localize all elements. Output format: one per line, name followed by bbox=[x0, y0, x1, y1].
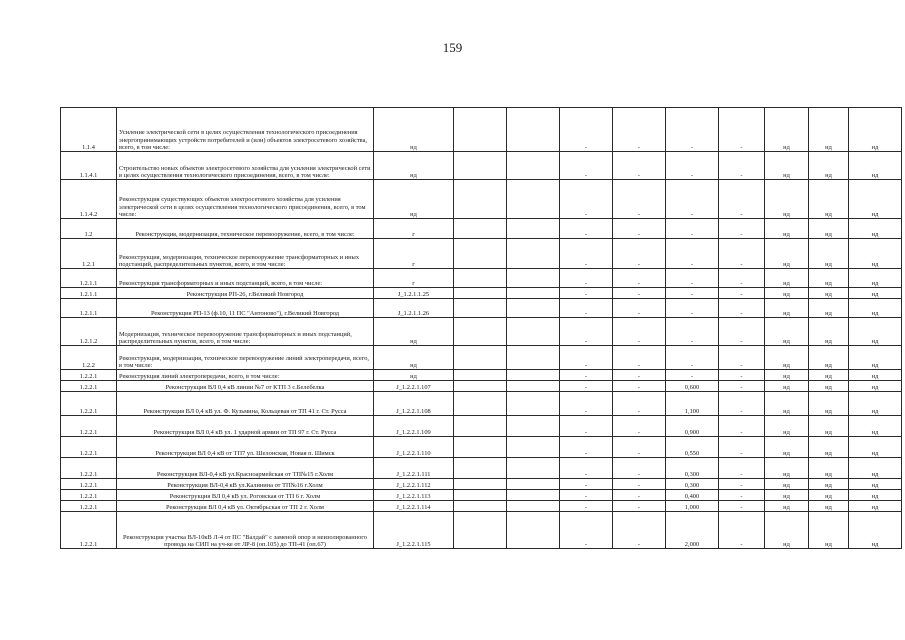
row-value-4: - bbox=[613, 458, 666, 479]
row-value-4: - bbox=[613, 512, 666, 549]
table-row bbox=[61, 416, 902, 437]
row-code: г bbox=[374, 239, 454, 269]
row-nd-3: нд bbox=[849, 180, 902, 219]
row-number: 1.1.4 bbox=[61, 108, 117, 152]
row-nd-2: нд bbox=[809, 512, 849, 549]
row-value-4: - bbox=[613, 180, 666, 219]
row-value-6: - bbox=[719, 288, 765, 299]
row-value-6: - bbox=[719, 269, 765, 288]
row-nd-1: нд bbox=[765, 381, 809, 392]
table-row bbox=[61, 346, 902, 370]
row-code: нд bbox=[374, 346, 454, 370]
row-number: 1.2.2.1 bbox=[61, 370, 117, 381]
table-row bbox=[61, 437, 902, 458]
row-code: г bbox=[374, 269, 454, 288]
row-nd-1: нд bbox=[765, 458, 809, 479]
row-value-2 bbox=[507, 288, 560, 299]
row-value-6: - bbox=[719, 370, 765, 381]
row-value-1 bbox=[454, 458, 507, 479]
row-value-2 bbox=[507, 269, 560, 288]
table-row bbox=[61, 370, 902, 381]
row-value-2 bbox=[507, 152, 560, 180]
row-value-1 bbox=[454, 437, 507, 458]
row-nd-3: нд bbox=[849, 370, 902, 381]
row-value-4: - bbox=[613, 346, 666, 370]
row-value-3: - bbox=[560, 108, 613, 152]
row-nd-2: нд bbox=[809, 180, 849, 219]
row-value-4: - bbox=[613, 299, 666, 318]
row-value-5: 0,300 bbox=[666, 458, 719, 479]
row-value-2 bbox=[507, 392, 560, 416]
row-value-5: 2,000 bbox=[666, 512, 719, 549]
table-row bbox=[61, 479, 902, 490]
row-nd-3: нд bbox=[849, 346, 902, 370]
row-value-1 bbox=[454, 152, 507, 180]
row-value-5: - bbox=[666, 318, 719, 346]
table-row bbox=[61, 239, 902, 269]
row-value-3: - bbox=[560, 318, 613, 346]
table-row bbox=[61, 501, 902, 512]
row-name: Реконструкция, модернизация, техническое перевооружение, всего, в том числе: bbox=[117, 219, 374, 239]
row-value-2 bbox=[507, 318, 560, 346]
row-value-4: - bbox=[613, 479, 666, 490]
row-value-2 bbox=[507, 512, 560, 549]
row-name: Реконструкция ВЛ-0,4 кВ ул.Калинина от ТП№16 г.Холм bbox=[117, 479, 374, 490]
row-value-2 bbox=[507, 458, 560, 479]
row-nd-1: нд bbox=[765, 299, 809, 318]
row-nd-3: нд bbox=[849, 269, 902, 288]
row-nd-1: нд bbox=[765, 512, 809, 549]
row-value-3: - bbox=[560, 180, 613, 219]
row-value-4: - bbox=[613, 370, 666, 381]
row-value-1 bbox=[454, 416, 507, 437]
row-value-4: - bbox=[613, 239, 666, 269]
row-value-3: - bbox=[560, 381, 613, 392]
row-value-1 bbox=[454, 239, 507, 269]
row-value-6: - bbox=[719, 219, 765, 239]
row-nd-1: нд bbox=[765, 490, 809, 501]
row-number: 1.2.1.1 bbox=[61, 269, 117, 288]
row-nd-3: нд bbox=[849, 239, 902, 269]
row-value-5: - bbox=[666, 152, 719, 180]
row-code: J_1.2.2.1.111 bbox=[374, 458, 454, 479]
row-value-5: 0,600 bbox=[666, 381, 719, 392]
table-row bbox=[61, 180, 902, 219]
row-nd-1: нд bbox=[765, 219, 809, 239]
row-nd-2: нд bbox=[809, 501, 849, 512]
row-value-5: 0,400 bbox=[666, 490, 719, 501]
row-code: J_1.2.2.1.110 bbox=[374, 437, 454, 458]
row-nd-2: нд bbox=[809, 239, 849, 269]
row-nd-2: нд bbox=[809, 152, 849, 180]
row-nd-3: нд bbox=[849, 458, 902, 479]
row-code: г bbox=[374, 219, 454, 239]
row-nd-2: нд bbox=[809, 416, 849, 437]
row-code: J_1.2.2.1.112 bbox=[374, 479, 454, 490]
row-number: 1.2.2 bbox=[61, 346, 117, 370]
row-value-6: - bbox=[719, 318, 765, 346]
row-value-6: - bbox=[719, 180, 765, 219]
row-nd-2: нд bbox=[809, 108, 849, 152]
row-nd-1: нд bbox=[765, 239, 809, 269]
row-value-1 bbox=[454, 299, 507, 318]
row-nd-3: нд bbox=[849, 152, 902, 180]
row-name: Реконструкция ВЛ 0,4 кВ ул. Роговская от ТП 6 г. Холм bbox=[117, 490, 374, 501]
row-code: J_1.2.2.1.109 bbox=[374, 416, 454, 437]
row-name: Реконструкция ВЛ 0,4 кВ ул. Ф. Кузьмина, Кольцевая от ТП 41 г. Ст. Русса bbox=[117, 392, 374, 416]
row-value-3: - bbox=[560, 346, 613, 370]
row-nd-2: нд bbox=[809, 346, 849, 370]
row-value-4: - bbox=[613, 490, 666, 501]
row-value-1 bbox=[454, 269, 507, 288]
row-value-3: - bbox=[560, 512, 613, 549]
row-nd-2: нд bbox=[809, 299, 849, 318]
row-code: J_1.2.2.1.108 bbox=[374, 392, 454, 416]
row-number: 1.2.2.1 bbox=[61, 416, 117, 437]
row-value-3: - bbox=[560, 239, 613, 269]
row-value-5: - bbox=[666, 219, 719, 239]
row-number: 1.2.1.2 bbox=[61, 318, 117, 346]
row-nd-3: нд bbox=[849, 479, 902, 490]
row-nd-3: нд bbox=[849, 416, 902, 437]
row-value-4: - bbox=[613, 437, 666, 458]
page-number: 159 bbox=[442, 40, 463, 55]
row-value-3: - bbox=[560, 219, 613, 239]
row-value-2 bbox=[507, 490, 560, 501]
row-nd-2: нд bbox=[809, 318, 849, 346]
row-name: Строительство новых объектов электросетевого хозяйства для усиления электрической сети в целях осуществления технологического присоединения, всего, в том числе: bbox=[117, 152, 374, 180]
row-code: J_1.2.1.1.25 bbox=[374, 288, 454, 299]
row-nd-3: нд bbox=[849, 501, 902, 512]
row-value-6: - bbox=[719, 416, 765, 437]
row-code: J_1.2.2.1.114 bbox=[374, 501, 454, 512]
row-value-4: - bbox=[613, 381, 666, 392]
row-nd-1: нд bbox=[765, 288, 809, 299]
row-nd-2: нд bbox=[809, 458, 849, 479]
table-row bbox=[61, 269, 902, 288]
row-number: 1.2.2.1 bbox=[61, 437, 117, 458]
row-nd-2: нд bbox=[809, 370, 849, 381]
row-code: J_1.2.2.1.107 bbox=[374, 381, 454, 392]
row-value-3: - bbox=[560, 299, 613, 318]
row-name: Реконструкция ВЛ 0,4 кВ линии №7 от КТП 3 с.Белебелка bbox=[117, 381, 374, 392]
row-value-1 bbox=[454, 501, 507, 512]
row-name: Реконструкция участка ВЛ-10кВ Л-4 от ПС "Валдай" с заменой опор и неизолированного провода на СИП на уч-ке от ЛР-8 (оп.105) до ТП-41 (оп.67) bbox=[117, 512, 374, 549]
row-value-1 bbox=[454, 108, 507, 152]
row-value-4: - bbox=[613, 416, 666, 437]
row-nd-2: нд bbox=[809, 288, 849, 299]
row-value-5: - bbox=[666, 108, 719, 152]
row-value-1 bbox=[454, 479, 507, 490]
row-nd-1: нд bbox=[765, 392, 809, 416]
row-value-4: - bbox=[613, 152, 666, 180]
row-value-2 bbox=[507, 501, 560, 512]
row-nd-1: нд bbox=[765, 479, 809, 490]
row-value-6: - bbox=[719, 392, 765, 416]
row-code: нд bbox=[374, 318, 454, 346]
table-row bbox=[61, 152, 902, 180]
row-nd-3: нд bbox=[849, 288, 902, 299]
row-nd-1: нд bbox=[765, 501, 809, 512]
table-row bbox=[61, 108, 902, 152]
row-name: Реконструкция ВЛ-0,4 кВ ул.Красноармейская от ТП№15 г.Холм bbox=[117, 458, 374, 479]
row-name: Реконструкция линий электропередачи, всего, в том числе: bbox=[117, 370, 374, 381]
row-value-3: - bbox=[560, 479, 613, 490]
row-number: 1.2.1.1 bbox=[61, 288, 117, 299]
table-row bbox=[61, 299, 902, 318]
row-value-2 bbox=[507, 239, 560, 269]
row-value-5: - bbox=[666, 269, 719, 288]
row-value-3: - bbox=[560, 370, 613, 381]
row-value-3: - bbox=[560, 416, 613, 437]
row-nd-3: нд bbox=[849, 381, 902, 392]
row-value-4: - bbox=[613, 219, 666, 239]
row-value-3: - bbox=[560, 392, 613, 416]
row-value-6: - bbox=[719, 512, 765, 549]
row-value-3: - bbox=[560, 152, 613, 180]
row-value-2 bbox=[507, 108, 560, 152]
row-value-5: - bbox=[666, 288, 719, 299]
row-name: Реконструкция трансформаторных и иных подстанций, всего, в том числе: bbox=[117, 269, 374, 288]
row-nd-1: нд bbox=[765, 346, 809, 370]
row-number: 1.2.2.1 bbox=[61, 512, 117, 549]
row-value-1 bbox=[454, 512, 507, 549]
row-value-1 bbox=[454, 180, 507, 219]
row-value-2 bbox=[507, 437, 560, 458]
row-value-1 bbox=[454, 370, 507, 381]
row-number: 1.1.4.1 bbox=[61, 152, 117, 180]
row-value-2 bbox=[507, 219, 560, 239]
table-row bbox=[61, 219, 902, 239]
row-nd-3: нд bbox=[849, 512, 902, 549]
row-nd-1: нд bbox=[765, 416, 809, 437]
row-value-1 bbox=[454, 381, 507, 392]
row-number: 1.2.2.1 bbox=[61, 381, 117, 392]
row-value-4: - bbox=[613, 392, 666, 416]
row-value-5: - bbox=[666, 370, 719, 381]
table-row bbox=[61, 512, 902, 549]
table-row bbox=[61, 458, 902, 479]
row-number: 1.2.2.1 bbox=[61, 501, 117, 512]
row-value-6: - bbox=[719, 152, 765, 180]
row-name: Модернизация, техническое перевооружение трансформаторных и иных подстанций, распределительных пунктов, всего, в том числе: bbox=[117, 318, 374, 346]
row-value-6: - bbox=[719, 381, 765, 392]
row-nd-1: нд bbox=[765, 108, 809, 152]
row-value-6: - bbox=[719, 108, 765, 152]
row-nd-3: нд bbox=[849, 108, 902, 152]
investment-program-table bbox=[60, 107, 902, 549]
row-nd-3: нд bbox=[849, 437, 902, 458]
row-value-3: - bbox=[560, 437, 613, 458]
row-value-4: - bbox=[613, 501, 666, 512]
row-number: 1.2.2.1 bbox=[61, 479, 117, 490]
row-nd-3: нд bbox=[849, 490, 902, 501]
row-value-5: - bbox=[666, 239, 719, 269]
row-name: Реконструкция, модернизация, техническое перевооружение трансформаторных и иных подстанций, распределительных пунктов, всего, в том числе: bbox=[117, 239, 374, 269]
row-value-3: - bbox=[560, 490, 613, 501]
table-row bbox=[61, 490, 902, 501]
row-value-2 bbox=[507, 381, 560, 392]
row-nd-2: нд bbox=[809, 437, 849, 458]
row-name: Реконструкция РП-26, г.Великий Новгород bbox=[117, 288, 374, 299]
row-code: J_1.2.1.1.26 bbox=[374, 299, 454, 318]
row-value-6: - bbox=[719, 437, 765, 458]
row-value-5: 1,100 bbox=[666, 392, 719, 416]
row-nd-3: нд bbox=[849, 392, 902, 416]
row-value-5: 0,300 bbox=[666, 479, 719, 490]
row-number: 1.2.2.1 bbox=[61, 392, 117, 416]
row-name: Реконструкция, модернизация, техническое перевооружение линий электропередачи, всего, в том числе: bbox=[117, 346, 374, 370]
row-value-6: - bbox=[719, 299, 765, 318]
row-code: нд bbox=[374, 108, 454, 152]
row-nd-1: нд bbox=[765, 318, 809, 346]
table-body bbox=[61, 108, 902, 549]
row-nd-2: нд bbox=[809, 219, 849, 239]
row-code: нд bbox=[374, 152, 454, 180]
row-name: Реконструкция ВЛ 0,4 кВ ул. Октябрьская от ТП 2 г. Холм bbox=[117, 501, 374, 512]
row-value-4: - bbox=[613, 288, 666, 299]
row-name: Усиление электрической сети в целях осуществления технологического присоединения энергопринимающих устройств потребителей и (или) объектов электросетевого хозяйства, всего, в том числе: bbox=[117, 108, 374, 152]
row-value-5: - bbox=[666, 346, 719, 370]
table-row bbox=[61, 288, 902, 299]
row-nd-3: нд bbox=[849, 318, 902, 346]
row-nd-2: нд bbox=[809, 269, 849, 288]
row-value-5: 0,900 bbox=[666, 416, 719, 437]
row-code: нд bbox=[374, 370, 454, 381]
row-value-3: - bbox=[560, 458, 613, 479]
row-name: Реконструкция существующих объектов электросетевого хозяйства для усиления электрической сети в целях осуществления технологического присоединения, всего, в том числе: bbox=[117, 180, 374, 219]
row-code: J_1.2.2.1.115 bbox=[374, 512, 454, 549]
row-number: 1.2.2.1 bbox=[61, 490, 117, 501]
row-value-5: 1,000 bbox=[666, 501, 719, 512]
row-nd-1: нд bbox=[765, 269, 809, 288]
row-value-3: - bbox=[560, 501, 613, 512]
row-value-1 bbox=[454, 219, 507, 239]
row-number: 1.2 bbox=[61, 219, 117, 239]
table-row bbox=[61, 318, 902, 346]
row-value-6: - bbox=[719, 490, 765, 501]
row-value-5: - bbox=[666, 299, 719, 318]
row-value-4: - bbox=[613, 318, 666, 346]
table-row bbox=[61, 381, 902, 392]
row-nd-1: нд bbox=[765, 152, 809, 180]
row-value-6: - bbox=[719, 458, 765, 479]
row-nd-1: нд bbox=[765, 180, 809, 219]
row-value-1 bbox=[454, 288, 507, 299]
row-value-3: - bbox=[560, 269, 613, 288]
row-name: Реконструкция ВЛ 0,4 кВ от ТП7 ул. Шелонская, Новая п. Шимск bbox=[117, 437, 374, 458]
row-nd-2: нд bbox=[809, 392, 849, 416]
row-value-1 bbox=[454, 318, 507, 346]
row-number: 1.1.4.2 bbox=[61, 180, 117, 219]
row-value-6: - bbox=[719, 479, 765, 490]
row-nd-3: нд bbox=[849, 299, 902, 318]
row-value-1 bbox=[454, 490, 507, 501]
row-value-1 bbox=[454, 392, 507, 416]
row-number: 1.2.2.1 bbox=[61, 458, 117, 479]
row-number: 1.2.1 bbox=[61, 239, 117, 269]
row-value-3: - bbox=[560, 288, 613, 299]
row-nd-2: нд bbox=[809, 381, 849, 392]
row-value-4: - bbox=[613, 108, 666, 152]
row-value-6: - bbox=[719, 346, 765, 370]
row-code: J_1.2.2.1.113 bbox=[374, 490, 454, 501]
row-value-2 bbox=[507, 370, 560, 381]
row-nd-1: нд bbox=[765, 437, 809, 458]
row-value-2 bbox=[507, 180, 560, 219]
row-nd-1: нд bbox=[765, 370, 809, 381]
row-nd-3: нд bbox=[849, 219, 902, 239]
row-name: Реконструкция РП-13 (ф.10, 11 ПС "Антоново"), г.Великий Новгород bbox=[117, 299, 374, 318]
row-value-6: - bbox=[719, 501, 765, 512]
row-nd-2: нд bbox=[809, 490, 849, 501]
table-row bbox=[61, 392, 902, 416]
row-value-2 bbox=[507, 479, 560, 490]
row-value-2 bbox=[507, 299, 560, 318]
row-number: 1.2.1.1 bbox=[61, 299, 117, 318]
row-code: нд bbox=[374, 180, 454, 219]
row-name: Реконструкция ВЛ 0,4 кВ ул. 1 ударной армии от ТП 97 г. Ст. Русса bbox=[117, 416, 374, 437]
row-value-2 bbox=[507, 416, 560, 437]
row-value-5: 0,550 bbox=[666, 437, 719, 458]
row-value-2 bbox=[507, 346, 560, 370]
row-value-4: - bbox=[613, 269, 666, 288]
row-value-6: - bbox=[719, 239, 765, 269]
row-nd-2: нд bbox=[809, 479, 849, 490]
row-value-1 bbox=[454, 346, 507, 370]
row-value-5: - bbox=[666, 180, 719, 219]
